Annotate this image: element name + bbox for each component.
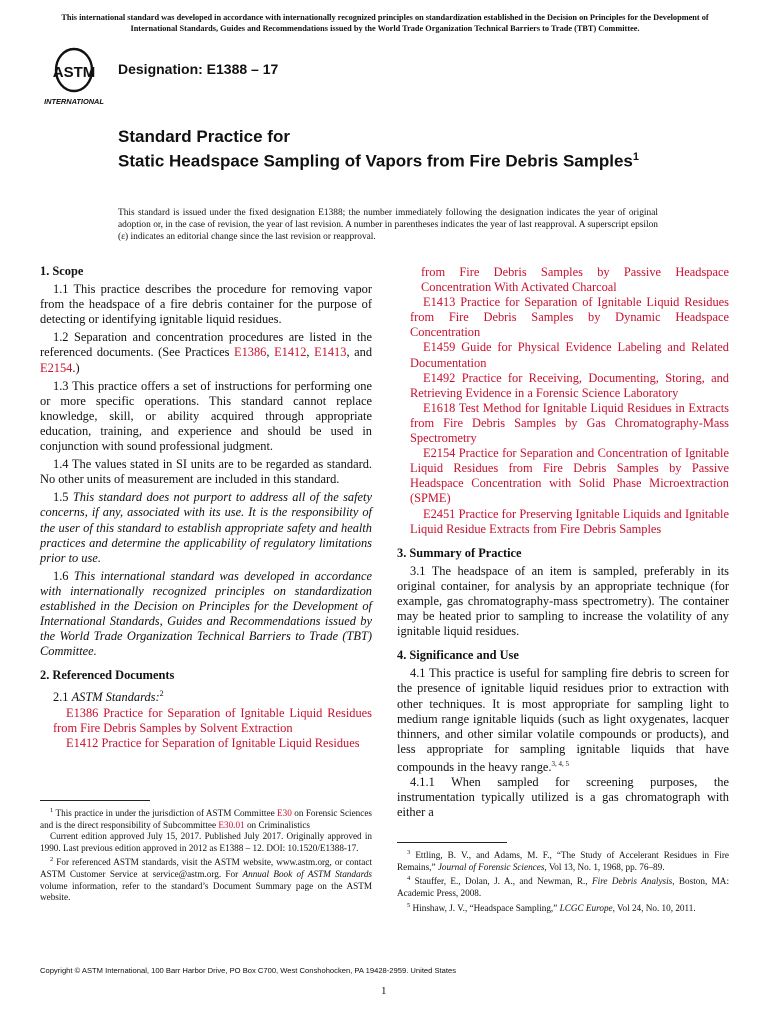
page-number: 1 — [381, 985, 387, 997]
ref-link-e1412[interactable]: E1412 — [274, 345, 307, 360]
footnote-1-edition: Current edition approved July 15, 2017. Published July 2017. Originally approved in 1990. Last previous edition approved in 2012 as E1388 – 12. DOI: 10.1520/E1388-17. — [40, 831, 372, 853]
footnote-4: $^4$ Stauffer, E., Dolan, J. A., and Newman, R., Fire Debris Analysis, Boston, MA: Academic Press, 2008. — [397, 875, 729, 898]
title-footnote-mark: 1 — [632, 151, 640, 163]
title-line-1: Standard Practice for — [118, 127, 290, 146]
astm-standards-label: 2.1 ASTM Standards:$^2$ — [53, 689, 164, 705]
significance-4-1: 4.1 This practice is useful for sampling fire debris to screen for the presence of ignitable liquid residues prior to extraction with other techniques. It is most appropriate for sampling light to medium range ignitable liquids (such as light oxygenates, lacquer thinners, and other similar volatile compounds or products), and less appropriate for sampling ignitable liquids that have compounds in the heavy range.$^{3, 4, 5}$ — [397, 666, 729, 775]
summary-heading: 3. Summary of Practice — [397, 545, 522, 560]
subcommittee-link-e30-01[interactable]: E30.01 — [218, 819, 245, 830]
document-title — [118, 126, 718, 172]
ref-link-e2154[interactable]: E2154 — [40, 360, 73, 375]
committee-link-e30[interactable]: E30 — [277, 808, 292, 819]
issuance-note: This standard is issued under the fixed designation E1388; the number immediately following the designation indicates the year of original adoption or, in the case of revision, the year of last revision. A number in parentheses indicates the year of last reapproval. A superscript epsilon (ε) indicates an editorial change since the last revision or reapproval. — [118, 208, 658, 243]
scope-1-3: 1.3 This practice offers a set of instructions for performing one or more specific operations. This standard cannot replace knowledge, skill, or ability acquired through appropriate education, training, and experience and should be used in conjunction with sound professional judgment. — [40, 378, 372, 454]
scope-1-4: 1.4 The values stated in SI units are to be regarded as standard. No other units of measurement are included in this standard. — [40, 457, 372, 487]
logo-letters: ASTM — [52, 64, 96, 81]
footnote-rule-right — [397, 842, 507, 843]
scope-1-6: 1.6 This international standard was developed in accordance with internationally recognized principles on standardization established in the Decision on Principles for the Development of International Standards, Guides and Recommendations issued by the World Trade Organization Technical Barriers to Trade (TBT) Committee. — [40, 568, 372, 659]
referenced-docs-heading: 2. Referenced Documents — [40, 668, 175, 683]
ref-item-e2154[interactable]: E2154 Practice for Separation and Concentration of Ignitable Liquid Residues from Fire Debris Samples by Passive Headspace Concentration with Solid Phase Microextraction (SPME) — [410, 446, 729, 506]
right-column — [397, 265, 729, 820]
logo-word: INTERNATIONAL — [44, 97, 104, 106]
summary-3-1: 3.1 The headspace of an item is sampled, preferably in its original container, for analysis by an appropriate technique (for example, gas chromatography-mass spectrometry). The container may be heated prior to sampling to increase the volatility of any ignitable liquid residues. — [397, 563, 729, 639]
ref-item-e1412[interactable]: E1412 Practice for Separation of Ignitable Liquid Residues — [66, 735, 360, 750]
ref-item-e1386[interactable]: E1386 Practice for Separation of Ignitable Liquid Residues from Fire Debris Samples by Solvent Extraction — [53, 705, 372, 735]
title-line-2 — [118, 147, 718, 172]
scope-heading: 1. Scope — [40, 264, 84, 278]
designation: Designation: E1388 – 17 — [118, 61, 279, 77]
astm-logo — [38, 46, 110, 108]
footnote-1: $^1$ This practice in under the jurisdiction of ASTM Committee E30 on Forensic Sciences and is the direct responsibility of Subcommittee E30.01 on Criminalistics — [40, 807, 372, 830]
significance-heading: 4. Significance and Use — [397, 648, 519, 663]
ref-item-e1412-continued[interactable]: from Fire Debris Samples by Passive Headspace Concentration With Activated Charcoal — [421, 265, 729, 295]
scope-1-5: 1.5 This standard does not purport to address all of the safety concerns, if any, associated with its use. It is the responsibility of the user of this standard to establish appropriate safety and health practices and determine the applicability of regulatory limitations prior to use. — [40, 490, 372, 565]
ref-item-e1492[interactable]: E1492 Practice for Receiving, Documenting, Storing, and Retrieving Evidence in a Forensic Science Laboratory — [410, 370, 729, 400]
standardization-notice: This international standard was developed in accordance with internationally recognized principles on standardization established in the Decision on Principles for the Development of International Standards, Guides and Recommendations issued by the World Trade Organization Technical Barriers to Trade (TBT) Committee. — [61, 13, 709, 33]
footnote-2: $^2$ For referenced ASTM standards, visit the ASTM website, www.astm.org, or contact ASTM Customer Service at service@astm.org. For Annual Book of ASTM Standards volume information, refer to the standard’s Document Summary page on the ASTM website. — [40, 856, 372, 903]
footnotes-right — [397, 842, 729, 914]
ref-link-e1413[interactable]: E1413 — [314, 345, 347, 360]
title-main: Static Headspace Sampling of Vapors from Fire Debris Samples — [118, 151, 633, 171]
footnotes-left — [40, 800, 372, 904]
ref-item-e1618[interactable]: E1618 Test Method for Ignitable Liquid Residues in Extracts from Fire Debris Samples by Gas Chromatography-Mass Spectrometry — [410, 400, 730, 446]
scope-1-2: 1.2 Separation and concentration procedures are listed in the referenced documents. (See Practices E1386, E1412, E1413, and E2154.) — [40, 330, 373, 375]
scope-1-1: 1.1 This practice describes the procedure for removing vapor from the headspace of a fire debris container for the purpose of detecting or identifying ignitable liquid residues. — [40, 282, 372, 327]
footnote-5: $^5$ Hinshaw, J. V., “Headspace Sampling,” LCGC Europe, Vol 24, No. 10, 2011. — [407, 901, 696, 913]
footnote-3: $^3$ Ettling, B. V., and Adams, M. F., “The Study of Accelerant Residues in Fire Remains,” Journal of Forensic Sciences, Vol 13, No. 1, 1968, pp. 76–89. — [397, 849, 730, 872]
copyright-line: Copyright © ASTM International, 100 Barr Harbor Drive, PO Box C700, West Conshohocken, PA 19428-2959. United States — [40, 966, 457, 975]
footnote-rule — [40, 800, 150, 801]
ref-item-e1459[interactable]: E1459 Guide for Physical Evidence Labeling and Related Documentation — [410, 340, 729, 370]
ref-item-e2451[interactable]: E2451 Practice for Preserving Ignitable Liquids and Ignitable Liquid Residue Extracts from Fire Debris Samples — [410, 506, 729, 536]
ref-link-e1386[interactable]: E1386 — [234, 345, 267, 360]
left-column — [40, 264, 372, 751]
ref-item-e1413[interactable]: E1413 Practice for Separation of Ignitable Liquid Residues from Fire Debris Samples by Dynamic Headspace Concentration — [410, 295, 729, 340]
significance-4-1-1: 4.1.1 When sampled for screening purposes, the instrumentation typically utilized is a gas chromatograph with either a — [397, 775, 729, 820]
